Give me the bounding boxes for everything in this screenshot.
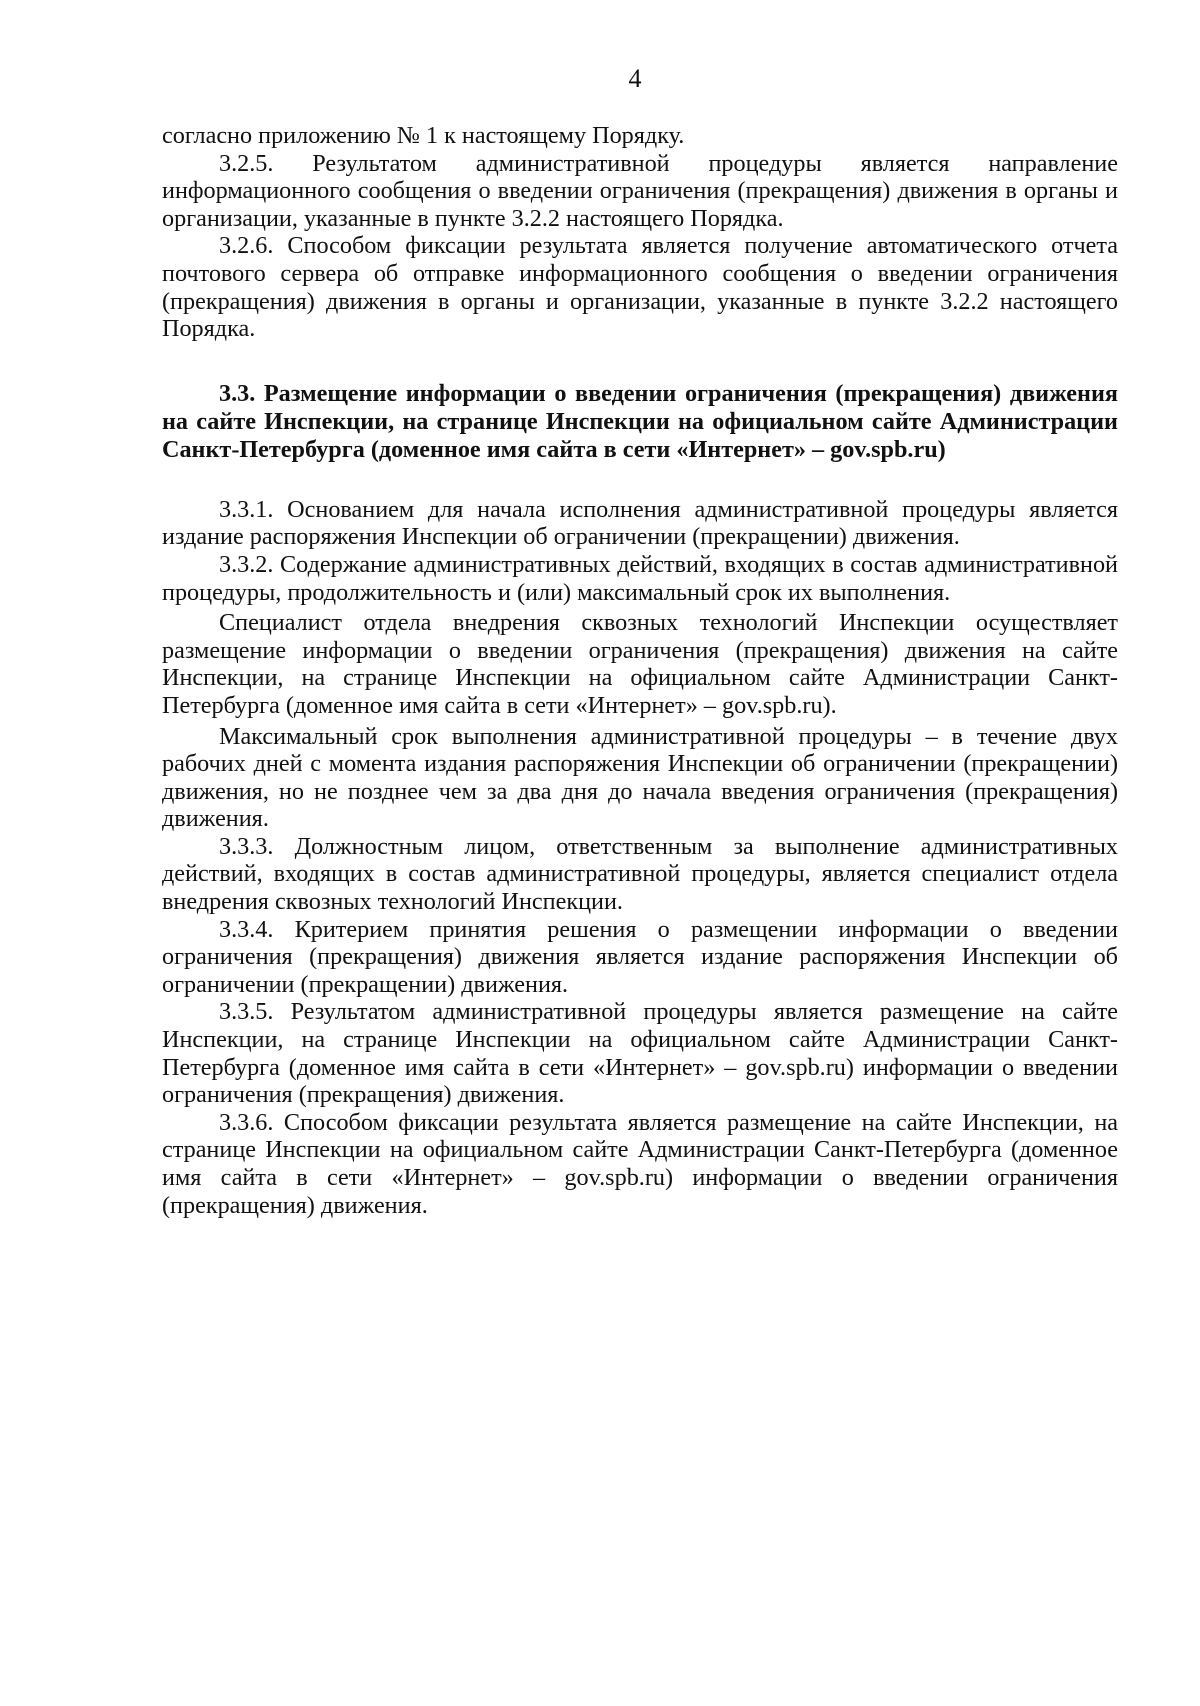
paragraph-3-2-5: 3.2.5. Результатом административной процедуры является направление информационного сообщения о введении ограничения (прекращения) движения в органы и организации, указанные в пункте 3.2.2 настоящего Порядка. <box>162 149 1118 232</box>
paragraph-3-3-4: 3.3.4. Критерием принятия решения о размещении информации о введении ограничения (прекращения) движения является издание распоряжения Инспекции об ограничении (прекращении) движения. <box>162 915 1118 998</box>
document-body <box>162 122 1118 1219</box>
section-heading-3-3: 3.3. Размещение информации о введении ограничения (прекращения) движения на сайте Инспекции, на странице Инспекции на официальном сайте Администрации Санкт-Петербурга (доменное имя сайта в сети «Интернет» – gov.spb.ru) <box>162 379 1118 463</box>
paragraph-3-3-2: 3.3.2. Содержание административных действий, входящих в состав административной процедуры, продолжительность и (или) максимальный срок их выполнения. <box>162 550 1118 606</box>
paragraph-specialist: Специалист отдела внедрения сквозных технологий Инспекции осуществляет размещение информации о введении ограничения (прекращения) движения на сайте Инспекции, на странице Инспекции на официальном сайте Администрации Санкт-Петербурга (доменное имя сайта в сети «Интернет» – gov.spb.ru). <box>162 609 1118 719</box>
paragraph-3-3-5: 3.3.5. Результатом административной процедуры является размещение на сайте Инспекции, на странице Инспекции на официальном сайте Администрации Санкт-Петербурга (доменное имя сайта в сети «Интернет» – gov.spb.ru) информации о введении ограничения (прекращения) движения. <box>162 998 1118 1109</box>
paragraph-continuation: согласно приложению № 1 к настоящему Порядку. <box>162 122 685 149</box>
paragraph-3-3-3: 3.3.3. Должностным лицом, ответственным за выполнение административных действий, входящих в состав административной процедуры, является специалист отдела внедрения сквозных технологий Инспекции. <box>162 832 1118 916</box>
page-number: 4 <box>628 64 642 93</box>
paragraph-3-3-1: 3.3.1. Основанием для начала исполнения административной процедуры является издание распоряжения Инспекции об ограничении (прекращении) движения. <box>162 495 1118 551</box>
paragraph-3-3-6: 3.3.6. Способом фиксации результата является размещение на сайте Инспекции, на странице Инспекции на официальном сайте Администрации Санкт-Петербурга (доменное имя сайта в сети «Интернет» – gov.spb.ru) информации о введении ограничения (прекращения) движения. <box>162 1108 1118 1219</box>
paragraph-3-2-6: 3.2.6. Способом фиксации результата является получение автоматического отчета почтового сервера об отправке информационного сообщения о введении ограничения (прекращения) движения в органы и организации, указанные в пункте 3.2.2 настоящего Порядка. <box>162 232 1118 343</box>
paragraph-max-term: Максимальный срок выполнения административной процедуры – в течение двух рабочих дней с момента издания распоряжения Инспекции об ограничении (прекращении) движения, но не позднее чем за два дня до начала введения ограничения (прекращения) движения. <box>162 722 1118 833</box>
